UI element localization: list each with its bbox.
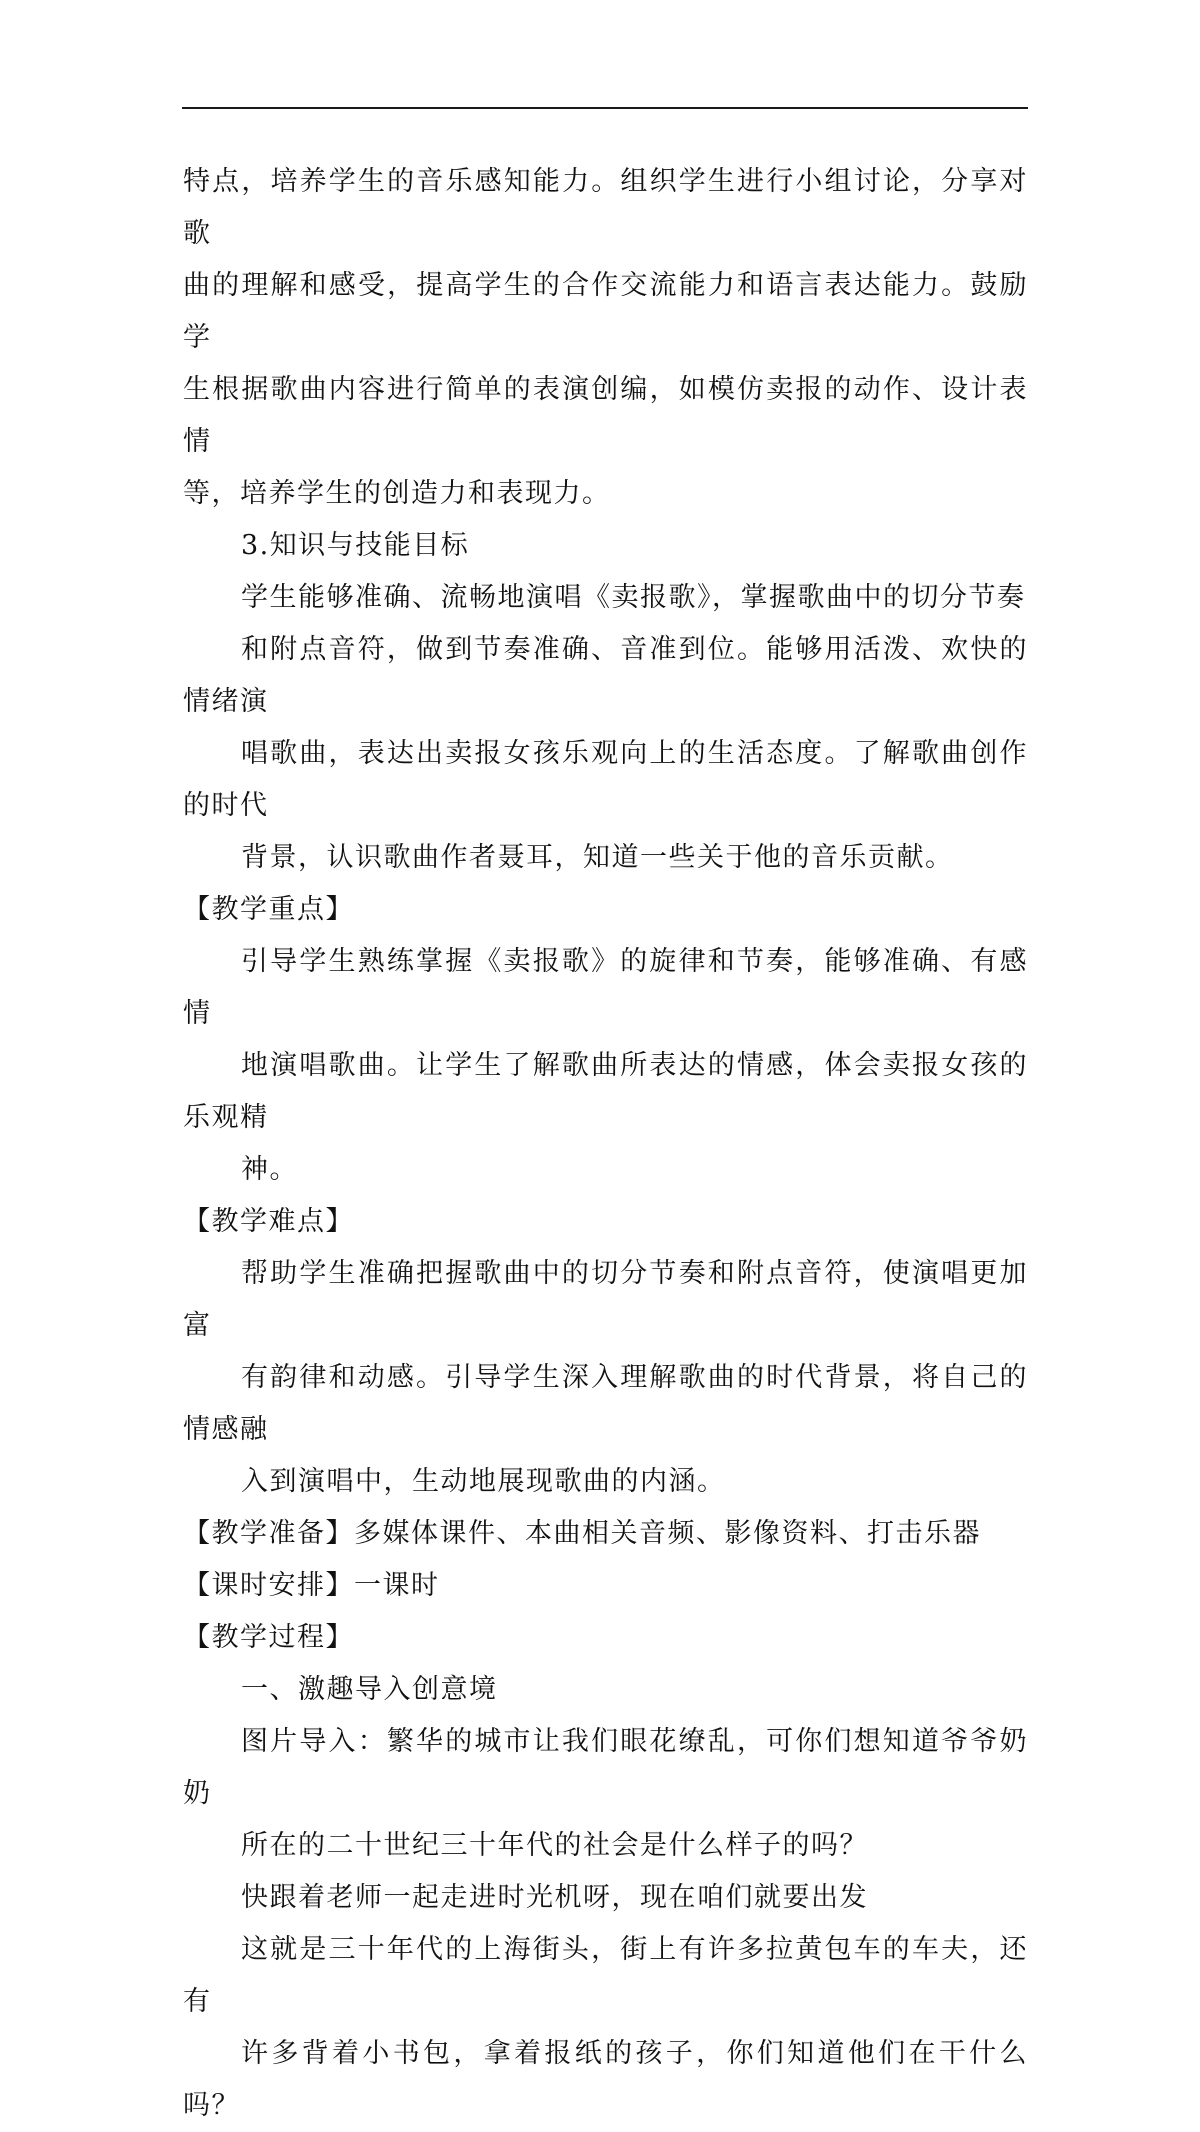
document-body [183, 156, 1028, 2132]
header-rule [182, 107, 1028, 109]
paragraph-time-machine [183, 1872, 1028, 1924]
text-line: 背景，认识歌曲作者聂耳，知道一些关于他的音乐贡献。 [241, 842, 954, 873]
text-line: 【教学准备】多媒体课件、本曲相关音频、影像资料、打击乐器 [183, 1518, 981, 1549]
text-line: 快跟着老师一起走进时光机呀，现在咱们就要出发 [241, 1882, 868, 1913]
text-line: 神。 [241, 1154, 298, 1185]
paragraph-knowledge-skills [183, 572, 1028, 884]
paragraph-teaching-difficulty [183, 1248, 1028, 1508]
text-line: 曲的理解和感受，提高学生的合作交流能力和语言表达能力。鼓励学 [183, 270, 1028, 353]
text-line: 所在的二十世纪三十年代的社会是什么样子的吗？ [241, 1830, 868, 1861]
text-line: 一、激趣导入创意境 [241, 1674, 498, 1705]
text-line: 特点，培养学生的音乐感知能力。组织学生进行小组讨论，分享对歌 [183, 166, 1028, 249]
heading-teaching-preparation [183, 1508, 1028, 1560]
section-heading-knowledge-skills [183, 520, 1028, 572]
heading-teaching-difficulty [183, 1196, 1028, 1248]
text-line: 许多背着小书包，拿着报纸的孩子，你们知道他们在干什么吗？ [183, 2038, 1028, 2121]
text-line: 学生能够准确、流畅地演唱《卖报歌》，掌握歌曲中的切分节奏 [241, 582, 1026, 613]
text-line: 引导学生熟练掌握《卖报歌》的旋律和节奏，能够准确、有感情 [183, 946, 1028, 1029]
text-line: 【教学重点】 [183, 894, 354, 925]
text-line: 3.知识与技能目标 [241, 530, 470, 561]
paragraph-shanghai-street [183, 1924, 1028, 2132]
text-line: 生根据歌曲内容进行简单的表演创编，如模仿卖报的动作、设计表情 [183, 374, 1028, 457]
text-line: 【课时安排】一课时 [183, 1570, 440, 1601]
text-line: 唱歌曲，表达出卖报女孩乐观向上的生活态度。了解歌曲创作的时代 [183, 738, 1028, 821]
text-line: 【教学过程】 [183, 1622, 354, 1653]
text-line: 图片导入：繁华的城市让我们眼花缭乱，可你们想知道爷爷奶奶 [183, 1726, 1028, 1809]
paragraph-teaching-focus [183, 936, 1028, 1196]
text-line: 等，培养学生的创造力和表现力。 [183, 478, 611, 509]
text-line: 帮助学生准确把握歌曲中的切分节奏和附点音符，使演唱更加富 [183, 1258, 1028, 1341]
paragraph-1 [183, 156, 1028, 520]
text-line: 入到演唱中，生动地展现歌曲的内涵。 [241, 1466, 726, 1497]
heading-class-schedule [183, 1560, 1028, 1612]
paragraph-picture-introduction [183, 1716, 1028, 1872]
text-line: 这就是三十年代的上海街头，街上有许多拉黄包车的车夫，还有 [183, 1934, 1028, 2017]
text-line: 和附点音符，做到节奏准确、音准到位。能够用活泼、欢快的情绪演 [183, 634, 1028, 717]
text-line: 地演唱歌曲。让学生了解歌曲所表达的情感，体会卖报女孩的乐观精 [183, 1050, 1028, 1133]
text-line: 【教学难点】 [183, 1206, 354, 1237]
text-line: 有韵律和动感。引导学生深入理解歌曲的时代背景，将自己的情感融 [183, 1362, 1028, 1445]
heading-teaching-focus [183, 884, 1028, 936]
section-heading-introduction [183, 1664, 1028, 1716]
heading-teaching-process [183, 1612, 1028, 1664]
